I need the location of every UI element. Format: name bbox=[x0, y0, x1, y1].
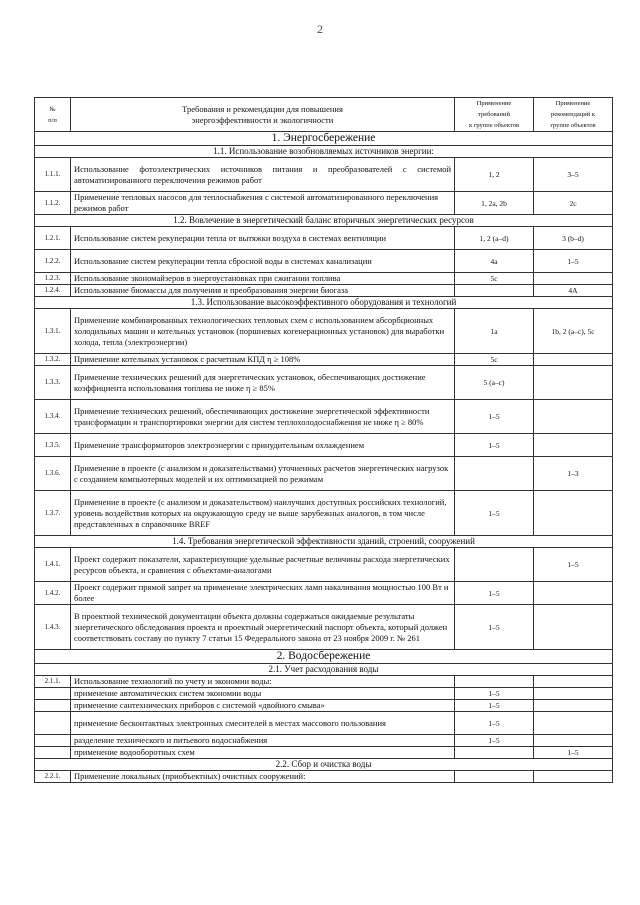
table-row bbox=[35, 700, 613, 712]
table-row bbox=[35, 434, 613, 457]
table-row bbox=[35, 273, 613, 285]
requirements-group-cell: 5 (a–c) bbox=[455, 366, 534, 400]
recommendations-group-cell: 1b, 2 (a–c), 5c bbox=[534, 309, 613, 354]
table-row bbox=[35, 285, 613, 297]
item-number: 1.4.1. bbox=[35, 548, 71, 582]
recommendations-group-cell: 1–5 bbox=[534, 250, 613, 273]
table-row bbox=[35, 771, 613, 783]
recommendations-group-cell bbox=[534, 400, 613, 434]
requirements-group-cell: 1–5 bbox=[455, 400, 534, 434]
subsection-heading: 2.1. Учет расходования воды bbox=[35, 664, 613, 676]
item-number bbox=[35, 712, 71, 735]
requirements-group-cell: 1a bbox=[455, 309, 534, 354]
recommendations-group-cell bbox=[534, 605, 613, 650]
subsection-heading: 1.2. Вовлечение в энергетический баланс вторичных энергетических ресурсов bbox=[35, 215, 613, 227]
subsection-heading: 1.4. Требования энергетической эффективности зданий, строений, сооружений bbox=[35, 536, 613, 548]
requirements-group-cell: 1–5 bbox=[455, 700, 534, 712]
item-number: 1.3.6. bbox=[35, 457, 71, 491]
recommendations-group-cell bbox=[534, 712, 613, 735]
table-row bbox=[35, 747, 613, 759]
item-number: 2.2.1. bbox=[35, 771, 71, 783]
table-row bbox=[35, 676, 613, 688]
recommendations-group-cell bbox=[534, 735, 613, 747]
item-number bbox=[35, 735, 71, 747]
recommendations-group-cell bbox=[534, 434, 613, 457]
requirements-group-cell bbox=[455, 676, 534, 688]
table-row bbox=[35, 491, 613, 536]
requirement-text: разделение технического и питьевого водоснабжения bbox=[71, 735, 455, 747]
recommendations-group-cell: 1–3 bbox=[534, 457, 613, 491]
table-row bbox=[35, 605, 613, 650]
section-heading: 1. Энергосбережение bbox=[35, 132, 613, 146]
item-number: 1.2.1. bbox=[35, 227, 71, 250]
section-heading: 2. Водосбережение bbox=[35, 650, 613, 664]
table-row bbox=[35, 158, 613, 192]
recommendations-group-cell bbox=[534, 700, 613, 712]
recommendations-group-cell: 3–5 bbox=[534, 158, 613, 192]
table-row bbox=[35, 309, 613, 354]
requirements-group-cell: 4a bbox=[455, 250, 534, 273]
requirements-group-cell bbox=[455, 747, 534, 759]
requirements-group-cell: 1–5 bbox=[455, 605, 534, 650]
item-number: 2.1.1. bbox=[35, 676, 71, 688]
subsection-heading-row bbox=[35, 536, 613, 548]
item-number: 1.3.4. bbox=[35, 400, 71, 434]
page-number: 2 bbox=[317, 22, 323, 36]
subsection-heading-row bbox=[35, 297, 613, 309]
table-row bbox=[35, 712, 613, 735]
requirement-text: Применение в проекте (с анализом и доказательством) наилучших доступных российских технологий, уровень воздействия которых на окружающую среду не выше зарубежных аналогов, в том числе представленных в справочнике BREF bbox=[71, 491, 455, 536]
recommendations-group-cell bbox=[534, 366, 613, 400]
item-number bbox=[35, 688, 71, 700]
item-number bbox=[35, 747, 71, 759]
item-number: 1.3.1. bbox=[35, 309, 71, 354]
requirement-text: Применение тепловых насосов для теплоснабжения с системой автоматизированного переключения режимов работ bbox=[71, 192, 455, 215]
recommendations-group-cell: 3 (b–d) bbox=[534, 227, 613, 250]
requirement-text: В проектной технической документации объекта должны содержаться ожидаемые результаты энергетического обследования проекта и проектный энергетический паспорт объекта, который должен соответствовать составу по пункту 7 статьи 15 Федерального закона от 23 ноября 2009 г. № 261 bbox=[71, 605, 455, 650]
section-heading-row bbox=[35, 650, 613, 664]
subsection-heading-row bbox=[35, 215, 613, 227]
table-row bbox=[35, 366, 613, 400]
requirement-text: Проект содержит показатели, характеризующие удельные расчетные величины расхода энергетических ресурсов объекта, и сравнения с объектами-аналогами bbox=[71, 548, 455, 582]
subsection-heading-row bbox=[35, 664, 613, 676]
recommendations-group-cell: 1–5 bbox=[534, 747, 613, 759]
recommendations-group-cell: 2c bbox=[534, 192, 613, 215]
requirements-group-cell: 1–5 bbox=[455, 688, 534, 700]
requirement-text: применение сантехнических приборов с системой «двойного смыва» bbox=[71, 700, 455, 712]
requirements-group-cell bbox=[455, 548, 534, 582]
requirements-group-cell bbox=[455, 771, 534, 783]
table-row bbox=[35, 457, 613, 491]
table-row bbox=[35, 688, 613, 700]
requirement-text: Применение трансформаторов электроэнергии с принудительным охлаждением bbox=[71, 434, 455, 457]
recommendations-group-cell bbox=[534, 676, 613, 688]
requirement-text: Использование экономайзеров в энергоустановках при сжигании топлива bbox=[71, 273, 455, 285]
item-number: 1.4.2. bbox=[35, 582, 71, 605]
subsection-heading: 2.2. Сбор и очистка воды bbox=[35, 759, 613, 771]
requirements-group-cell: 5c bbox=[455, 273, 534, 285]
requirements-group-cell: 1, 2a, 2b bbox=[455, 192, 534, 215]
requirement-text: применение автоматических систем экономии воды bbox=[71, 688, 455, 700]
table-row bbox=[35, 735, 613, 747]
column-header-recommendations-applicability: Применение рекомендаций к группе объектов bbox=[534, 98, 613, 132]
requirement-text: применение бесконтактных электронных смесителей в местах массового пользования bbox=[71, 712, 455, 735]
subsection-heading-row bbox=[35, 146, 613, 158]
table-row bbox=[35, 192, 613, 215]
item-number: 1.2.2. bbox=[35, 250, 71, 273]
requirement-text: Применение в проекте (с анализом и доказательствами) уточненных расчетов энергетических нагрузок с созданием компьютерных моделей и их оптимизацией по режимам bbox=[71, 457, 455, 491]
requirements-group-cell: 1–5 bbox=[455, 491, 534, 536]
item-number: 1.1.2. bbox=[35, 192, 71, 215]
table-row bbox=[35, 354, 613, 366]
item-number: 1.3.5. bbox=[35, 434, 71, 457]
requirement-text: Применение технических решений для энергетических установок, обеспечивающих достижение коэффициента использования топлива не ниже η ≥ 85% bbox=[71, 366, 455, 400]
requirements-group-cell: 1–5 bbox=[455, 582, 534, 605]
subsection-heading-row bbox=[35, 759, 613, 771]
item-number bbox=[35, 700, 71, 712]
item-number: 1.2.3. bbox=[35, 273, 71, 285]
table-row bbox=[35, 400, 613, 434]
table-row bbox=[35, 250, 613, 273]
item-number: 1.2.4. bbox=[35, 285, 71, 297]
requirement-text: Использование фотоэлектрических источников питания и преобразователей с системой автоматизированного переключения режимов работ bbox=[71, 158, 455, 192]
requirements-group-cell bbox=[455, 457, 534, 491]
requirement-text: Использование технологий по учету и экономии воды: bbox=[71, 676, 455, 688]
column-header-requirements-applicability: Применение требований к группе объектов bbox=[455, 98, 534, 132]
table-row bbox=[35, 227, 613, 250]
requirement-text: применение водооборотных схем bbox=[71, 747, 455, 759]
requirement-text: Применение комбинированных технологических тепловых схем с использованием абсорбционных холодильных машин и котельных установок (поршневых когенерационных установок) для выработки холода, тепла (электроэнергии) bbox=[71, 309, 455, 354]
subsection-heading: 1.1. Использование возобновляемых источников энергии: bbox=[35, 146, 613, 158]
requirements-table bbox=[34, 97, 613, 783]
recommendations-group-cell bbox=[534, 273, 613, 285]
column-header-number: № п/п bbox=[35, 98, 71, 132]
table-row bbox=[35, 582, 613, 605]
recommendations-group-cell bbox=[534, 354, 613, 366]
subsection-heading: 1.3. Использование высокоэффективного оборудования и технологий bbox=[35, 297, 613, 309]
requirements-group-cell: 1–5 bbox=[455, 712, 534, 735]
column-header-requirements: Требования и рекомендации для повышения энергоэффективности и экологичности bbox=[71, 98, 455, 132]
requirement-text: Применение технических решений, обеспечивающих достижение энергетической эффективности трансформации и транспортировки энергии для систем теплохолодоснабжения не ниже η ≥ 80% bbox=[71, 400, 455, 434]
recommendations-group-cell: 1–5 bbox=[534, 548, 613, 582]
section-heading-row bbox=[35, 132, 613, 146]
recommendations-group-cell bbox=[534, 688, 613, 700]
table-header-row bbox=[35, 98, 613, 132]
requirement-text: Применение котельных установок с расчетным КПД η ≥ 108% bbox=[71, 354, 455, 366]
recommendations-group-cell: 4A bbox=[534, 285, 613, 297]
item-number: 1.3.7. bbox=[35, 491, 71, 536]
table-row bbox=[35, 548, 613, 582]
item-number: 1.3.3. bbox=[35, 366, 71, 400]
requirement-text: Использование систем рекуперации тепла сбросной воды в системах канализации bbox=[71, 250, 455, 273]
requirements-group-cell: 1–5 bbox=[455, 735, 534, 747]
requirements-group-cell: 5c bbox=[455, 354, 534, 366]
table-body bbox=[35, 132, 613, 783]
requirements-group-cell: 1, 2 (a–d) bbox=[455, 227, 534, 250]
item-number: 1.3.2. bbox=[35, 354, 71, 366]
recommendations-group-cell bbox=[534, 491, 613, 536]
requirement-text: Использование биомассы для получения и преобразования энергии биогаза bbox=[71, 285, 455, 297]
item-number: 1.1.1. bbox=[35, 158, 71, 192]
recommendations-group-cell bbox=[534, 582, 613, 605]
item-number: 1.4.3. bbox=[35, 605, 71, 650]
requirements-group-cell bbox=[455, 285, 534, 297]
requirements-group-cell: 1–5 bbox=[455, 434, 534, 457]
recommendations-group-cell bbox=[534, 771, 613, 783]
requirement-text: Применение локальных (приобъектных) очистных сооружений: bbox=[71, 771, 455, 783]
requirements-group-cell: 1, 2 bbox=[455, 158, 534, 192]
requirement-text: Проект содержит прямой запрет на применение электрических ламп накаливания мощностью 100 Вт и более bbox=[71, 582, 455, 605]
requirement-text: Использование систем рекуперации тепла от вытяжки воздуха в системах вентиляции bbox=[71, 227, 455, 250]
